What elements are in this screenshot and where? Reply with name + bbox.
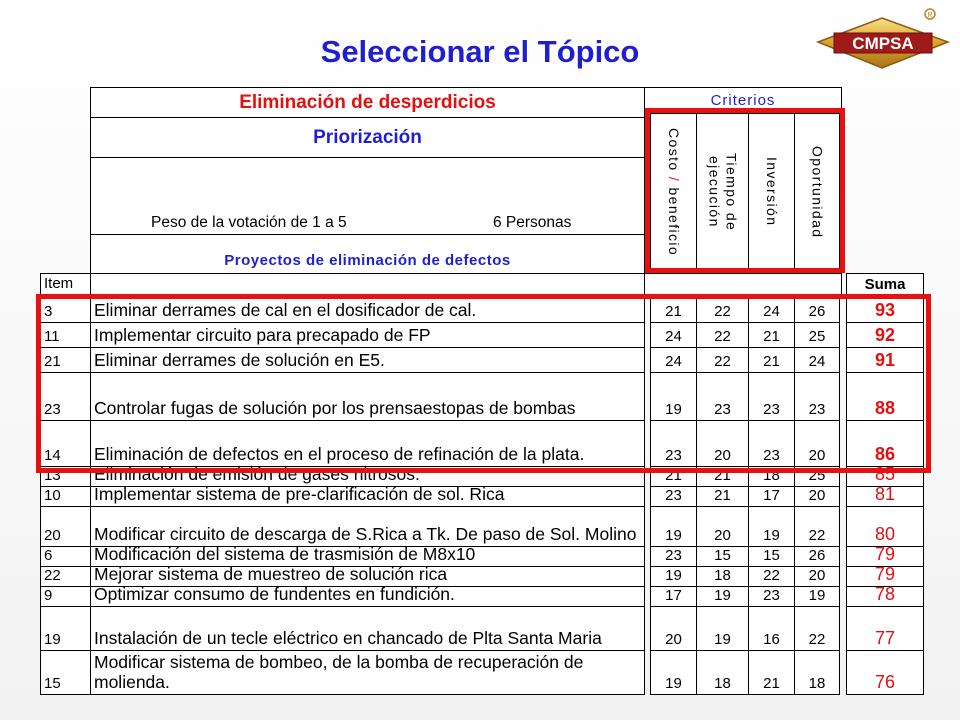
score-cell <box>794 650 840 695</box>
project-cell <box>90 650 645 695</box>
sum-value: 93 <box>874 300 896 320</box>
criterion-label: Oportunidad <box>809 145 826 239</box>
suma-header-label: Suma <box>864 275 906 293</box>
score-value: 20 <box>714 447 731 464</box>
svg-text:CMPSA: CMPSA <box>852 34 914 53</box>
item-number: 21 <box>44 353 61 370</box>
criterion-label: Tiempo de ejecución <box>706 152 740 232</box>
score-value: 19 <box>665 675 682 692</box>
criterios-label: Criterios <box>710 92 776 109</box>
score-value: 21 <box>763 328 780 345</box>
score-value: 25 <box>808 467 826 484</box>
item-column-header <box>40 273 91 295</box>
criterion-label: Costo / beneficio <box>666 127 682 257</box>
project-cell <box>90 486 645 507</box>
project-column-header <box>90 273 645 295</box>
sum-value: 79 <box>874 544 896 564</box>
score-cell <box>696 546 749 567</box>
project-name: Controlar fugas de solución por los prensaestopas de bombas <box>94 398 576 418</box>
score-cell <box>696 606 749 651</box>
criterion-label: Inversión <box>764 157 780 227</box>
score-value: 19 <box>763 527 780 544</box>
suma-column-header <box>846 273 924 295</box>
proyectos-cell <box>90 234 645 274</box>
score-cell <box>748 486 795 507</box>
score-value: 26 <box>808 303 826 320</box>
item-number: 15 <box>44 675 61 692</box>
item-number: 20 <box>44 527 61 544</box>
score-value: 20 <box>808 447 826 464</box>
project-name: Mejorar sistema de muestreo de solución rica <box>94 564 448 584</box>
score-value: 21 <box>763 353 780 370</box>
score-cell <box>696 650 749 695</box>
score-value: 15 <box>714 547 731 564</box>
sum-value: 79 <box>874 564 896 584</box>
score-cell <box>748 566 795 587</box>
item-cell <box>40 546 91 567</box>
item-number: 19 <box>44 631 61 648</box>
peso-cell <box>90 157 645 235</box>
score-value: 22 <box>714 328 731 345</box>
score-value: 20 <box>808 487 826 504</box>
item-cell <box>40 586 91 607</box>
score-value: 23 <box>763 587 780 604</box>
project-name: Optimizar consumo de fundentes en fundición. <box>94 584 455 604</box>
score-value: 22 <box>763 567 780 584</box>
project-cell <box>90 506 645 547</box>
score-value: 23 <box>665 487 682 504</box>
table-title-cell <box>90 87 645 118</box>
criteria-highlight-box <box>645 108 845 273</box>
sum-cell <box>846 586 924 607</box>
project-cell <box>90 606 645 651</box>
priorizacion-cell <box>90 117 645 158</box>
criteria-column-header <box>644 273 842 295</box>
page-title: Seleccionar el Tópico <box>320 34 640 69</box>
score-value: 21 <box>763 675 780 692</box>
score-cell <box>748 506 795 547</box>
project-name: Eliminar derrames de cal en el dosificador de cal. <box>94 300 477 320</box>
item-number: 9 <box>44 587 53 604</box>
sum-value: 88 <box>874 398 896 418</box>
score-value: 24 <box>808 353 826 370</box>
score-cell <box>650 606 697 651</box>
score-cell <box>748 606 795 651</box>
score-value: 26 <box>808 547 826 564</box>
score-value: 20 <box>808 567 826 584</box>
item-number: 3 <box>44 303 53 320</box>
item-cell <box>40 506 91 547</box>
item-header-label: Item <box>44 275 74 292</box>
score-cell <box>650 506 697 547</box>
project-name: Implementar sistema de pre-clarificación de sol. Rica <box>94 484 505 504</box>
item-cell <box>40 486 91 507</box>
project-name: Modificar circuito de descarga de S.Rica a Tk. De paso de Sol. Molino <box>94 524 637 544</box>
score-value: 20 <box>714 527 731 544</box>
score-value: 17 <box>665 587 682 604</box>
slash-separator: / <box>666 176 682 183</box>
score-cell <box>650 546 697 567</box>
score-value: 19 <box>714 587 731 604</box>
proyectos-label: Proyectos de eliminación de defectos <box>224 251 511 269</box>
score-cell <box>794 506 840 547</box>
score-cell <box>696 566 749 587</box>
project-name: Modificar sistema de bombeo, de la bomba de recuperación de molienda. <box>94 652 584 692</box>
sum-value: 81 <box>874 484 896 504</box>
score-cell <box>650 586 697 607</box>
score-cell <box>696 506 749 547</box>
score-value: 22 <box>714 353 731 370</box>
sum-value: 85 <box>874 464 896 484</box>
score-cell <box>794 586 840 607</box>
item-cell <box>40 566 91 587</box>
score-value: 24 <box>665 353 682 370</box>
score-cell <box>696 586 749 607</box>
score-value: 19 <box>808 587 826 604</box>
score-value: 24 <box>665 328 682 345</box>
project-name: Eliminación de defectos en el proceso de refinación de la plata. <box>94 444 585 464</box>
priorizacion-label: Priorización <box>313 126 422 148</box>
score-cell <box>794 546 840 567</box>
item-number: 14 <box>44 447 61 464</box>
score-value: 19 <box>665 401 682 418</box>
top-projects-highlight-box <box>36 294 931 473</box>
personas-label: 6 Personas <box>493 214 572 231</box>
sum-value: 77 <box>874 628 896 648</box>
score-value: 23 <box>763 401 780 418</box>
project-name: Modificación del sistema de trasmisión de M8x10 <box>94 544 476 564</box>
sum-value: 91 <box>874 350 896 370</box>
score-cell <box>794 486 840 507</box>
item-cell <box>40 650 91 695</box>
score-value: 18 <box>808 675 826 692</box>
score-cell <box>650 650 697 695</box>
project-name: Eliminar derrames de solución en E5. <box>94 350 385 370</box>
score-cell <box>748 546 795 567</box>
sum-cell <box>846 486 924 507</box>
score-value: 17 <box>763 487 780 504</box>
score-cell <box>794 606 840 651</box>
project-name: Implementar circuito para precapado de FP <box>94 325 431 345</box>
item-number: 22 <box>44 567 61 584</box>
item-number: 13 <box>44 467 61 484</box>
score-value: 15 <box>763 547 780 564</box>
item-number: 6 <box>44 547 53 564</box>
score-value: 22 <box>808 631 826 648</box>
score-value: 23 <box>665 447 682 464</box>
sum-value: 76 <box>874 672 896 692</box>
score-value: 21 <box>714 467 731 484</box>
score-value: 18 <box>714 675 731 692</box>
cmpsa-logo <box>812 6 954 76</box>
score-cell <box>650 486 697 507</box>
score-value: 23 <box>763 447 780 464</box>
peso-label: Peso de la votación de 1 a 5 <box>151 214 347 231</box>
table-title: Eliminación de desperdicios <box>239 91 496 113</box>
score-value: 16 <box>763 631 780 648</box>
score-value: 23 <box>714 401 731 418</box>
sum-value: 78 <box>874 584 896 604</box>
score-cell <box>794 566 840 587</box>
score-value: 19 <box>665 567 682 584</box>
item-number: 11 <box>44 328 60 345</box>
sum-value: 92 <box>874 325 896 345</box>
sum-cell <box>846 606 924 651</box>
score-value: 20 <box>665 631 682 648</box>
item-cell <box>40 606 91 651</box>
project-name: Instalación de un tecle eléctrico en chancado de Plta Santa Maria <box>94 628 602 648</box>
score-value: 18 <box>763 467 780 484</box>
score-value: 19 <box>665 527 682 544</box>
sum-cell <box>846 650 924 695</box>
project-cell <box>90 586 645 607</box>
score-value: 23 <box>808 401 826 418</box>
score-value: 21 <box>714 487 731 504</box>
score-cell <box>748 650 795 695</box>
score-cell <box>650 566 697 587</box>
score-value: 22 <box>808 527 826 544</box>
item-number: 10 <box>44 487 61 504</box>
score-value: 19 <box>714 631 731 648</box>
score-value: 25 <box>808 328 826 345</box>
score-value: 21 <box>665 303 682 320</box>
sum-cell <box>846 506 924 547</box>
svg-text:R: R <box>927 12 933 19</box>
score-value: 22 <box>714 303 731 320</box>
score-value: 23 <box>665 547 682 564</box>
score-cell <box>696 486 749 507</box>
score-value: 24 <box>763 303 780 320</box>
score-value: 21 <box>665 467 682 484</box>
item-number: 23 <box>44 401 61 418</box>
project-name: Eliminación de emisión de gases nitrosos. <box>94 464 420 484</box>
sum-value: 86 <box>874 444 896 464</box>
sum-value: 80 <box>874 524 896 544</box>
score-value: 18 <box>714 567 731 584</box>
score-cell <box>748 586 795 607</box>
